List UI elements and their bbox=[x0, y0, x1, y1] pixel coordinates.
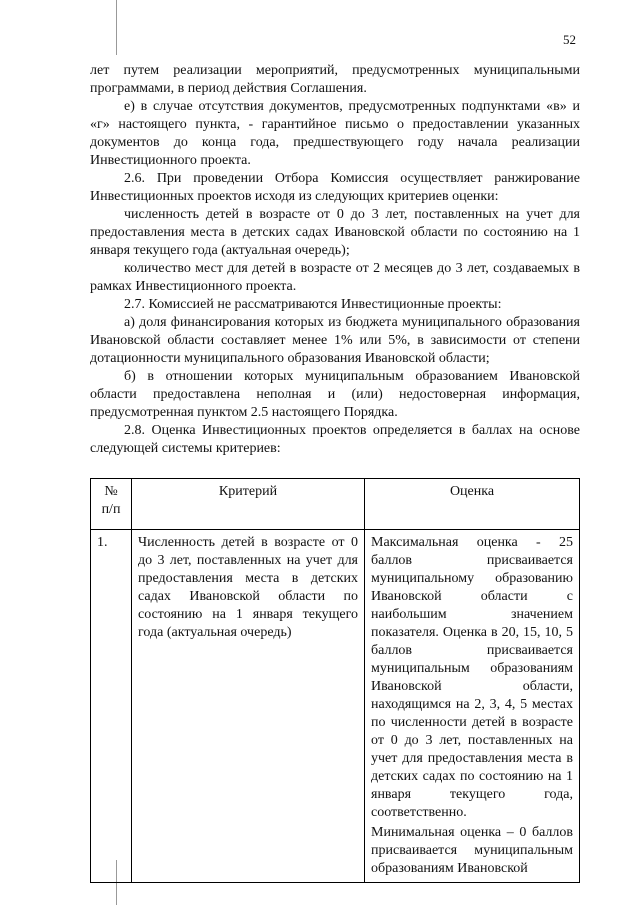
criteria-table bbox=[90, 478, 580, 883]
paragraph: б) в отношении которых муниципальным образованием Ивановской области предоставлена неполная и (или) недостоверная информация, предусмотренная пунктом 2.5 настоящего Порядка. bbox=[90, 369, 580, 420]
paragraph: а) доля финансирования которых из бюджета муниципального образования Ивановской области составляет менее 1% или 5%, в зависимости от степени дотационности муниципального образования Ивановской области; bbox=[90, 315, 580, 366]
column-header-criterion: Критерий bbox=[132, 479, 365, 530]
paragraph: 2.8. Оценка Инвестиционных проектов определяется в баллах на основе следующей системы критериев: bbox=[90, 423, 580, 456]
table-header-row bbox=[91, 479, 580, 530]
table-row bbox=[91, 530, 580, 883]
column-header-number: № п/п bbox=[91, 479, 132, 530]
paragraph: лет путем реализации мероприятий, предусмотренных муниципальными программами, в период действия Соглашения. bbox=[90, 63, 580, 96]
binding-margin-line bbox=[116, 0, 117, 55]
column-header-score: Оценка bbox=[365, 479, 580, 530]
row-number: 1. bbox=[91, 530, 132, 883]
paragraph: 2.7. Комиссией не рассматриваются Инвестиционные проекты: bbox=[124, 297, 502, 312]
body-text bbox=[90, 62, 580, 458]
paragraph: е) в случае отсутствия документов, предусмотренных подпунктами «в» и «г» настоящего пункта, - гарантийное письмо о предоставлении указанных документов до конца года, предшествующего году начала реализации Инвестиционного проекта. bbox=[90, 99, 580, 168]
score-cell bbox=[365, 530, 580, 883]
paragraph: количество мест для детей в возрасте от 2 месяцев до 3 лет, создаваемых в рамках Инвестиционного проекта. bbox=[90, 261, 580, 294]
page-number: 52 bbox=[563, 32, 576, 47]
score-paragraph: Минимальная оценка – 0 баллов присваивается муниципальным образованиям Ивановской bbox=[371, 825, 573, 876]
paragraph: 2.6. При проведении Отбора Комиссия осуществляет ранжирование Инвестиционных проектов исходя из следующих критериев оценки: bbox=[90, 171, 580, 204]
score-paragraph: Максимальная оценка - 25 баллов присваивается муниципальному образованию Ивановской области с наибольшим значением показателя. Оценка в 20, 15, 10, 5 баллов присваивается муниципальным образованиям Ивановской области, находящимся на 2, 3, 4, 5 местах по численности детей в возрасте от 0 до 3 лет, поставленных на учет для предоставления места в детских садах по состоянию на 1 января текущего года, соответственно. bbox=[371, 535, 573, 820]
paragraph: численность детей в возрасте от 0 до 3 лет, поставленных на учет для предоставления места в детских садах Ивановской области по состоянию на 1 января текущего года (актуальная очередь); bbox=[90, 207, 580, 258]
criterion-cell: Численность детей в возрасте от 0 до 3 лет, поставленных на учет для предоставления места в детских садах Ивановской области по состоянию на 1 января текущего года (актуальная очередь) bbox=[132, 530, 365, 883]
